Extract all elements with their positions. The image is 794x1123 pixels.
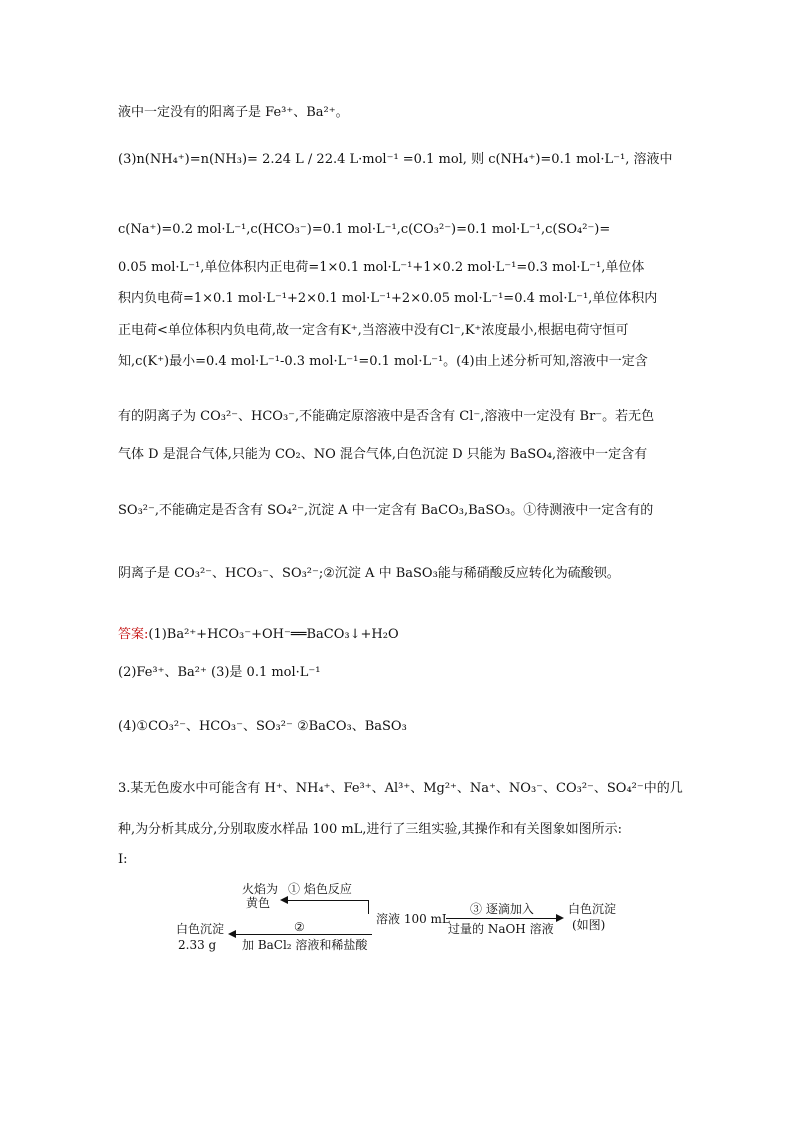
- right-result-line-2: (如图): [572, 918, 606, 932]
- left-result-line-1: 白色沉淀: [176, 922, 225, 936]
- step-2-bottom-label: 加 BaCl₂ 溶液和稀盐酸: [242, 938, 368, 952]
- text-line-4: 0.05 mol·L⁻¹,单位体积内正电荷=1×0.1 mol·L⁻¹+1×0.2 mol·L⁻¹=0.3 mol·L⁻¹,单位体: [118, 260, 645, 275]
- text-line-8: 有的阴离子为 CO₃²⁻、HCO₃⁻,不能确定原溶液中是否含有 Cl⁻,溶液中一定没有 Br⁻。若无色: [118, 409, 655, 424]
- text-line-2: (3)n(NH₄⁺)=n(NH₃)= 2.24 L / 22.4 L·mol⁻¹ =0.1 mol, 则 c(NH₄⁺)=0.1 mol·L⁻¹, 溶液中: [118, 152, 673, 167]
- text-line-9: 气体 D 是混合气体,只能为 CO₂、NO 混合气体,白色沉淀 D 只能为 BaSO₄,溶液中一定含有: [118, 447, 648, 462]
- answer-line-2: (2)Fe³⁺、Ba²⁺ (3)是 0.1 mol·L⁻¹: [118, 665, 321, 680]
- text-line-7: 知,c(K⁺)最小=0.4 mol·L⁻¹-0.3 mol·L⁻¹=0.1 mol·L⁻¹。(4)由上述分析可知,溶液中一定含: [118, 354, 648, 369]
- answer-line-1: 答案:(1)Ba²⁺+HCO₃⁻+OH⁻══BaCO₃↓+H₂O: [118, 627, 399, 642]
- flame-result-line-2: 黄色: [246, 896, 271, 910]
- question-3-line-1: 3.某无色废水中可能含有 H⁺、NH₄⁺、Fe³⁺、Al³⁺、Mg²⁺、Na⁺、NO₃⁻、CO₃²⁻、SO₄²⁻中的几: [118, 781, 683, 796]
- arrow-naoh-line: [446, 918, 556, 919]
- text-line-6: 正电荷<单位体积内负电荷,故一定含有K⁺,当溶液中没有Cl⁻,K⁺浓度最小,根据电荷守恒可: [118, 323, 629, 338]
- experiment-flow-diagram: [170, 876, 630, 956]
- question-3-line-2: 种,为分析其成分,分别取废水样品 100 mL,进行了三组实验,其操作和有关图象如图所示:: [118, 822, 622, 837]
- step-1-label: ① 焰色反应: [288, 882, 352, 896]
- left-result-line-2: 2.33 g: [178, 938, 217, 952]
- question-3-line-3: Ⅰ:: [118, 852, 128, 867]
- flame-result-line-1: 火焰为: [242, 882, 279, 896]
- step-3-bottom-label: 过量的 NaOH 溶液: [448, 922, 554, 936]
- text-line-1: 液中一定没有的阳离子是 Fe³⁺、Ba²⁺。: [118, 105, 349, 120]
- arrow-flame-line: [288, 900, 368, 901]
- step-3-top-label: ③ 逐滴加入: [470, 902, 534, 916]
- arrow-left-head-icon-2: [228, 930, 236, 938]
- right-result-line-1: 白色沉淀: [568, 902, 617, 916]
- connector-vertical: [368, 900, 369, 914]
- text-line-3: c(Na⁺)=0.2 mol·L⁻¹,c(HCO₃⁻)=0.1 mol·L⁻¹,c(CO₃²⁻)=0.1 mol·L⁻¹,c(SO₄²⁻)=: [118, 222, 611, 237]
- text-line-5: 积内负电荷=1×0.1 mol·L⁻¹+2×0.1 mol·L⁻¹+2×0.05 mol·L⁻¹=0.4 mol·L⁻¹,单位体积内: [118, 291, 658, 306]
- arrow-bacl2-line: [236, 934, 372, 935]
- answer-line-3: (4)①CO₃²⁻、HCO₃⁻、SO₃²⁻ ②BaCO₃、BaSO₃: [118, 719, 407, 734]
- step-2-top-label: ②: [294, 920, 305, 934]
- arrow-right-head-icon: [556, 914, 564, 922]
- text-line-10: SO₃²⁻,不能确定是否含有 SO₄²⁻,沉淀 A 中一定含有 BaCO₃,BaSO₃。①待测液中一定含有的: [118, 503, 654, 518]
- answer-label: 答案:: [118, 627, 149, 642]
- arrow-left-head-icon: [280, 896, 288, 904]
- text-line-11: 阴离子是 CO₃²⁻、HCO₃⁻、SO₃²⁻;②沉淀 A 中 BaSO₃能与稀硝酸反应转化为硫酸钡。: [118, 566, 620, 581]
- solution-label: 溶液 100 mL: [376, 912, 450, 926]
